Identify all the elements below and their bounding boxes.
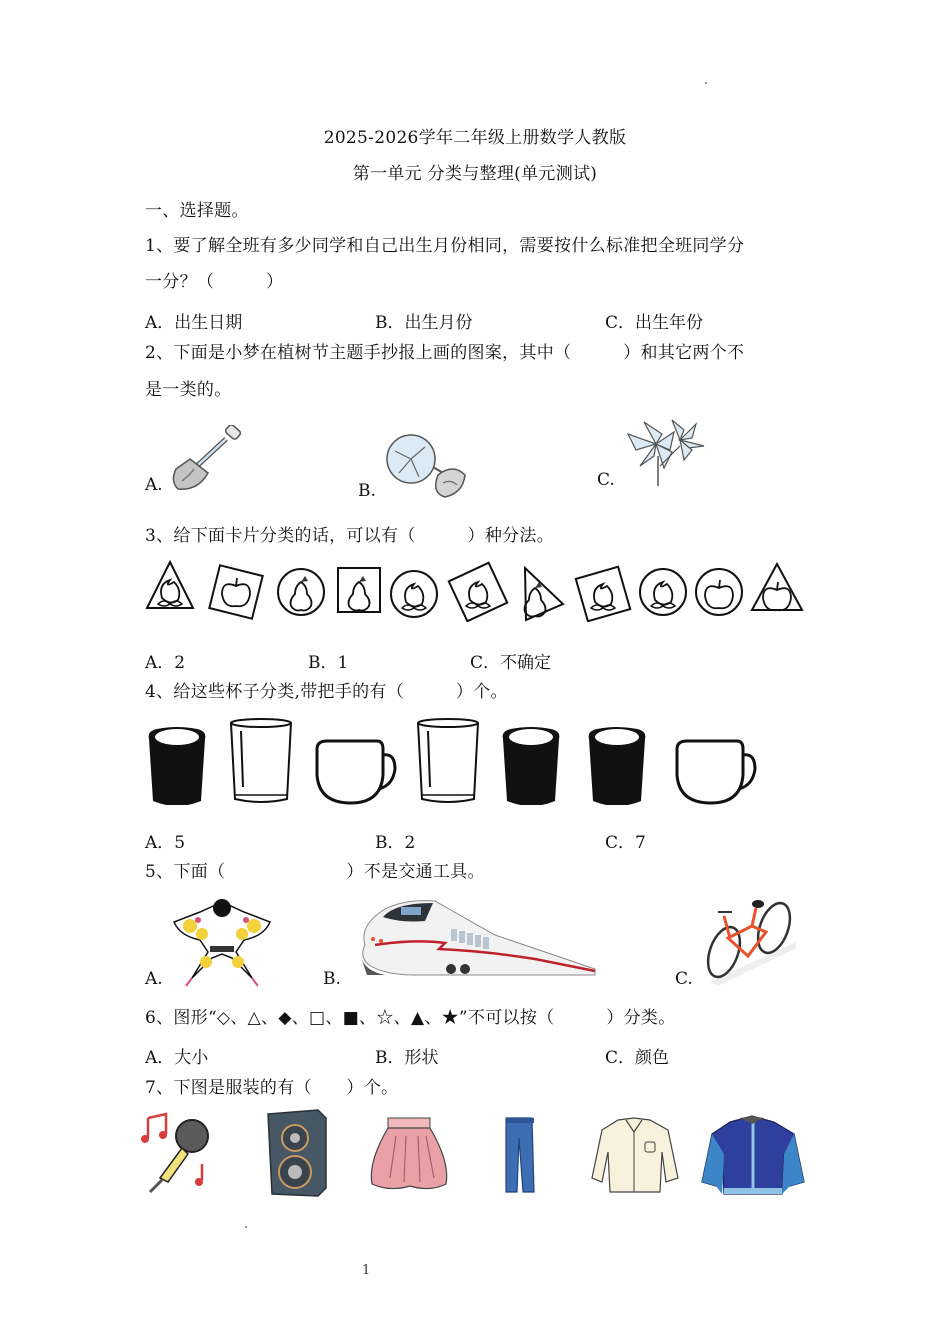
train-image (355, 895, 600, 980)
microphone-icon (141, 1114, 208, 1192)
kite-image (170, 892, 275, 987)
q1-option-a[interactable]: A．出生日期 (145, 313, 243, 333)
q2-option-c[interactable]: C. (597, 470, 615, 490)
stray-dot (705, 82, 707, 84)
q4-line1: 4、给这些杯子分类,带把手的有（ ）个。 (145, 682, 508, 702)
cups-row (143, 715, 763, 805)
q3-option-b[interactable]: B．1 (308, 653, 349, 673)
page-number: 1 (362, 1263, 371, 1278)
speaker-icon (268, 1110, 326, 1196)
skirt-icon (371, 1118, 446, 1189)
q4-option-c[interactable]: C．7 (605, 833, 646, 853)
q4-option-b[interactable]: B．2 (375, 833, 416, 853)
q6-option-c[interactable]: C．颜色 (605, 1048, 670, 1068)
jeans-icon (506, 1118, 534, 1192)
q3-option-a[interactable]: A．2 (145, 653, 186, 673)
jacket-icon (702, 1116, 804, 1194)
q1-option-c[interactable]: C．出生年份 (605, 313, 704, 333)
card-1 (147, 562, 193, 608)
q5-option-b[interactable]: B. (323, 969, 341, 989)
q2-line1: 2、下面是小梦在植树节主题手抄报上画的图案，其中（ ）和其它两个不 (145, 343, 745, 363)
q2-option-b[interactable]: B. (358, 481, 376, 501)
q4-option-a[interactable]: A．5 (145, 833, 186, 853)
q2-option-a[interactable]: A. (145, 475, 163, 495)
q7-line1: 7、下图是服装的有（ ）个。 (145, 1078, 399, 1098)
q6-option-a[interactable]: A．大小 (145, 1048, 209, 1068)
document-subtitle: 第一单元 分类与整理(单元测试) (352, 164, 598, 184)
q6-line1: 6、图形“◇、△、◆、□、■、☆、▲、★”不可以按（ ）分类。 (145, 1008, 676, 1028)
q3-line1: 3、给下面卡片分类的话，可以有（ ）种分法。 (145, 526, 555, 546)
q1-option-b[interactable]: B．出生月份 (375, 313, 473, 333)
q1-line2: 一分？（ ） (145, 272, 284, 292)
q3-option-c[interactable]: C．不确定 (470, 653, 552, 673)
document-title: 2025-2026学年二年级上册数学人教版 (323, 128, 627, 148)
q5-option-c[interactable]: C. (675, 969, 693, 989)
morning-glory-image (383, 427, 473, 502)
q5-line1: 5、下面（ ）不是交通工具。 (145, 862, 485, 882)
shovel-image (168, 425, 248, 495)
q2-line2: 是一类的。 (145, 380, 232, 400)
lily-image (622, 416, 712, 488)
q7-images-row (140, 1108, 820, 1200)
section-heading: 一、选择题。 (145, 201, 249, 221)
bicycle-image (700, 892, 800, 987)
stray-dot-2 (245, 1226, 247, 1228)
fruit-cards (143, 558, 813, 622)
q6-option-b[interactable]: B．形状 (375, 1048, 439, 1068)
q5-option-a[interactable]: A. (145, 969, 163, 989)
shirt-icon (592, 1118, 678, 1192)
q1-line1: 1、要了解全班有多少同学和自己出生月份相同，需要按什么标准把全班同学分 (145, 236, 745, 256)
